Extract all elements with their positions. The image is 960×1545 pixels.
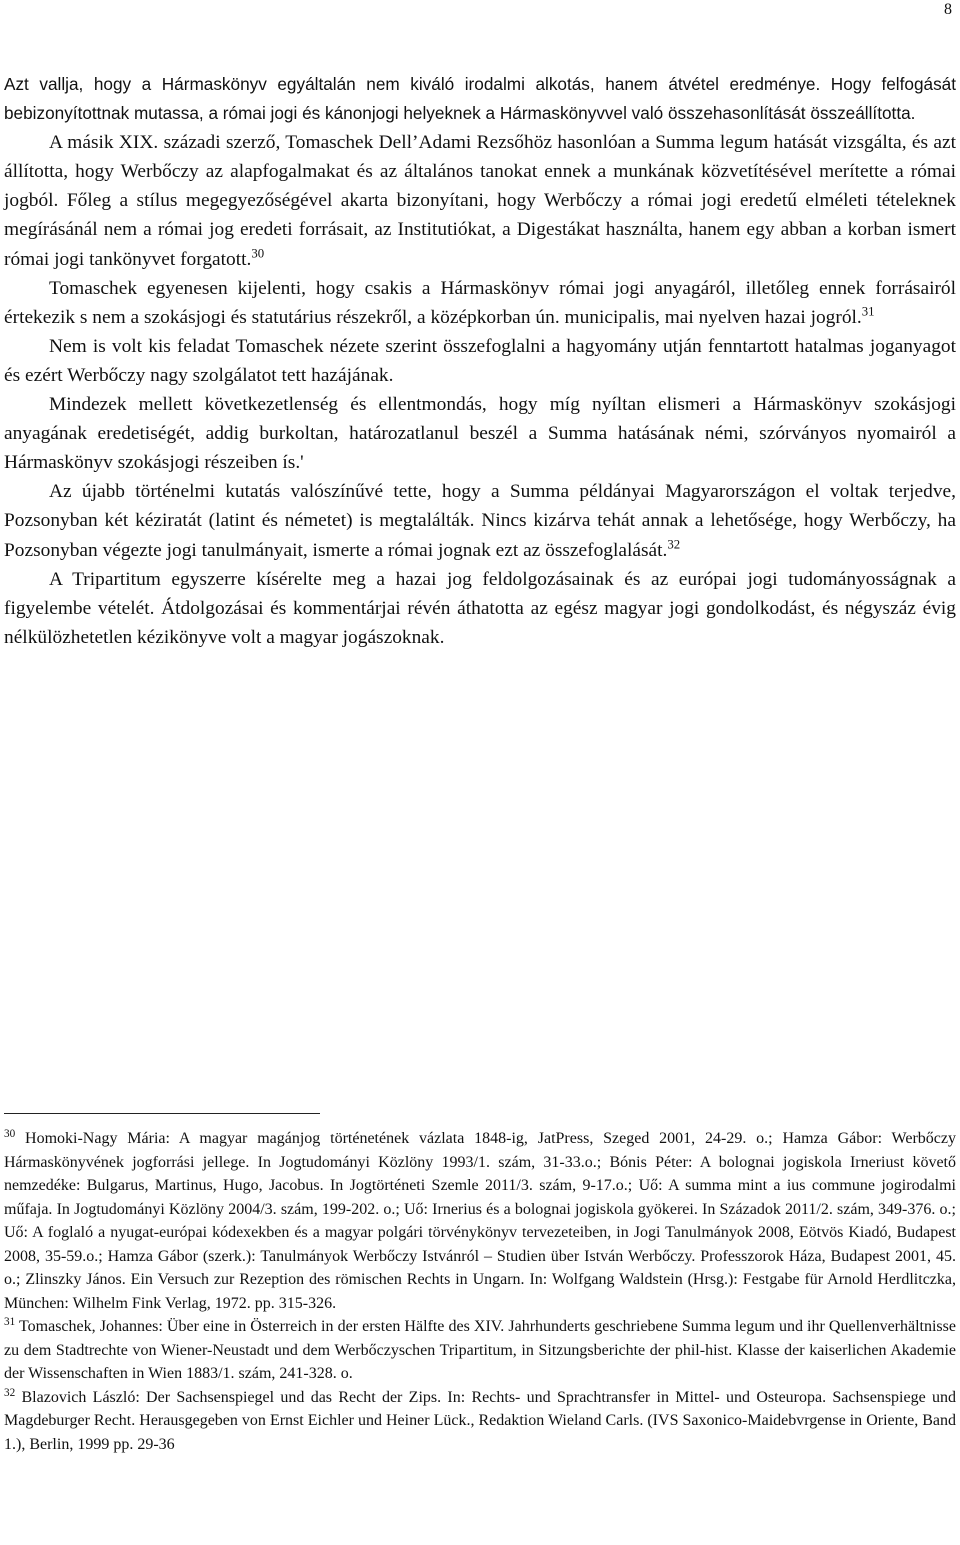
paragraph-text: Tomaschek egyenesen kijelenti, hogy csakis a Hármaskönyv római jogi anyagáról, illetőleg ennek forrásairól értekezik s nem a szokásjogi és statutárius részekről, a középkorban ún. municipalis, mai nyelven hazai jogról. bbox=[4, 277, 956, 328]
paragraph bbox=[4, 390, 956, 477]
body-text bbox=[4, 70, 956, 652]
footnote-number: 32 bbox=[4, 1386, 16, 1399]
footnote-number: 30 bbox=[4, 1127, 16, 1140]
page-number: 8 bbox=[944, 1, 952, 18]
paragraph-text: A Tripartitum egyszerre kísérelte meg a hazai jog feldolgozásainak és az európai jogi tudományosságnak a figyelembe vételét. Átdolgozásai és kommentárjai révén áthatotta az egész magyar jogi gondolkodást, és négyszáz évig nélkülözhetetlen kézikönyve volt a magyar jogászoknak. bbox=[4, 568, 956, 648]
paragraph-text: Nem is volt kis feladat Tomaschek nézete szerint összefoglalni a hagyomány utján fenntartott hatalmas joganyagot és ezért Werbőczy nagy szolgálatot tett hazájának. bbox=[4, 335, 956, 386]
paragraph bbox=[4, 128, 956, 273]
paragraph-text: Azt vallja, hogy a Hármaskönyv egyáltalán nem kiváló irodalmi alkotás, hanem átvétel eredménye. Hogy felfogását bebizonyítottnak mutassa, a római jogi és kánonjogi helyeknek a Hármaskönyvvel való összehasonlítását összeállította. bbox=[4, 74, 956, 124]
paragraph-text: Mindezek mellett következetlenség és ellentmondás, hogy míg nyíltan elismeri a Hármaskönyv szokásjogi anyagának eredetiségét, addig burkoltan, határozatlanul beszél a Summa hatásának némi, szórványos nyomairól a Hármaskönyv szokásjogi részeiben ís.' bbox=[4, 394, 956, 474]
paragraph bbox=[4, 565, 956, 652]
paragraph bbox=[4, 70, 956, 128]
footnotes bbox=[4, 1127, 956, 1456]
footnote bbox=[4, 1386, 956, 1457]
footnote bbox=[4, 1127, 956, 1315]
footnote-ref[interactable]: 30 bbox=[251, 245, 265, 260]
paragraph bbox=[4, 477, 956, 564]
footnote-text: Tomaschek, Johannes: Über eine in Österreich in der ersten Hälfte des XIV. Jahrhunderts geschriebene Summa legum und ihr Quellenverhältnisse zu dem Stadtrechte von Wiener-Neustadt und dem Werbőczyschen Tripartitum, in Sitzungsberichte der phil-hist. Klasse der kaiserlichen Akademie der Wissenschaften in Wien 1883/1. szám, 241-328. o. bbox=[4, 1318, 956, 1382]
paragraph bbox=[4, 332, 956, 390]
footnote-ref[interactable]: 31 bbox=[861, 304, 875, 319]
footnote-separator bbox=[4, 1113, 320, 1114]
footnote-ref[interactable]: 32 bbox=[667, 536, 681, 551]
footnote-text: Blazovich László: Der Sachsenspiegel und das Recht der Zips. In: Rechts- und Sprachtransfer in Mittel- und Osteuropa. Sachsenspiege und Magdeburger Recht. Herausgegeben von Ernst Eichler und Heiner Lück., Redaktion Wieland Carls. (IVS Saxonico-Maidebvrgense in Oriente, Band 1.), Berlin, 1999 pp. 29-36 bbox=[4, 1388, 957, 1453]
footnote-number: 31 bbox=[4, 1315, 16, 1328]
paragraph-text: A másik XIX. századi szerző, Tomaschek Dell’Adami Rezsőhöz hasonlóan a Summa legum hatását vizsgálta, és azt állította, hogy Werbőczy az alapfogalmakat és az általános tanokat ennek a munkának közvetítésével merítette a római jogból. Főleg a stílus megegyezőségével akarta bizonyítani, hogy Werbőczy a római jogi eredetű elméleti tételeknek megírásánál nem a római jog eredeti forrásait, az Institutiókat, a Digestákat használta, hanem egy abban a korban ismert római jogi tankönyvet forgatott. bbox=[4, 132, 956, 270]
paragraph-text: Az újabb történelmi kutatás valószínűvé tette, hogy a Summa példányai Magyarországon el voltak terjedve, Pozsonyban két kéziratát (latint és németet) is megtalálták. Nincs kizárva tehát annak a lehetősége, hogy Werbőczy, ha Pozsonyban végezte jogi tanulmányait, ismerte a római jognak ezt az összefoglalását. bbox=[4, 481, 956, 561]
paragraph bbox=[4, 274, 956, 332]
footnote bbox=[4, 1315, 956, 1386]
footnote-text: Homoki-Nagy Mária: A magyar magánjog történetének vázlata 1848-ig, JatPress, Szeged 2001, 24-29. o.; Hamza Gábor: Werbőczy Hármaskönyvének jogforrási jellege. In Jogtudományi Közlöny 1993/1. szám, 31-33.o.; Bónis Péter: A bolognai jogiskola Irneriust követő nemzedéke: Bulgarus, Martinus, Hugo, Jacobus. In Jogtörténeti Szemle 2011/3. szám, 9-17.o.; Uő: A summa mint a ius commune jogirodalmi műfaja. In Jogtudományi Közlöny 2004/3. szám, 199-202. o.; Uő: Irnerius és a bolognai jogiskola gyökerei. In Századok 2011/2. szám, 349-376. o.; Uő: A foglaló a nyugat-európai kódexekben és a magyar polgári törvénykönyv tervezeteiben, in Jogi Tanulmányok 2008, Eötvös Kiadó, Budapest 2008, 35-59.o.; Hamza Gábor (szerk.): Tanulmányok Werbőczy Istvánról – Studien über István Werbőczy. Professzorok Háza, Budapest 2001, 45. o.; Zlinszky János. Ein Versuch zur Rezeption des römischen Rechts in Ungarn. In: Wolfgang Waldstein (Hrsg.): Festgabe für Arnold Herdlitczka, München: Wilhelm Fink Verlag, 1972. pp. 315-326. bbox=[4, 1130, 957, 1312]
